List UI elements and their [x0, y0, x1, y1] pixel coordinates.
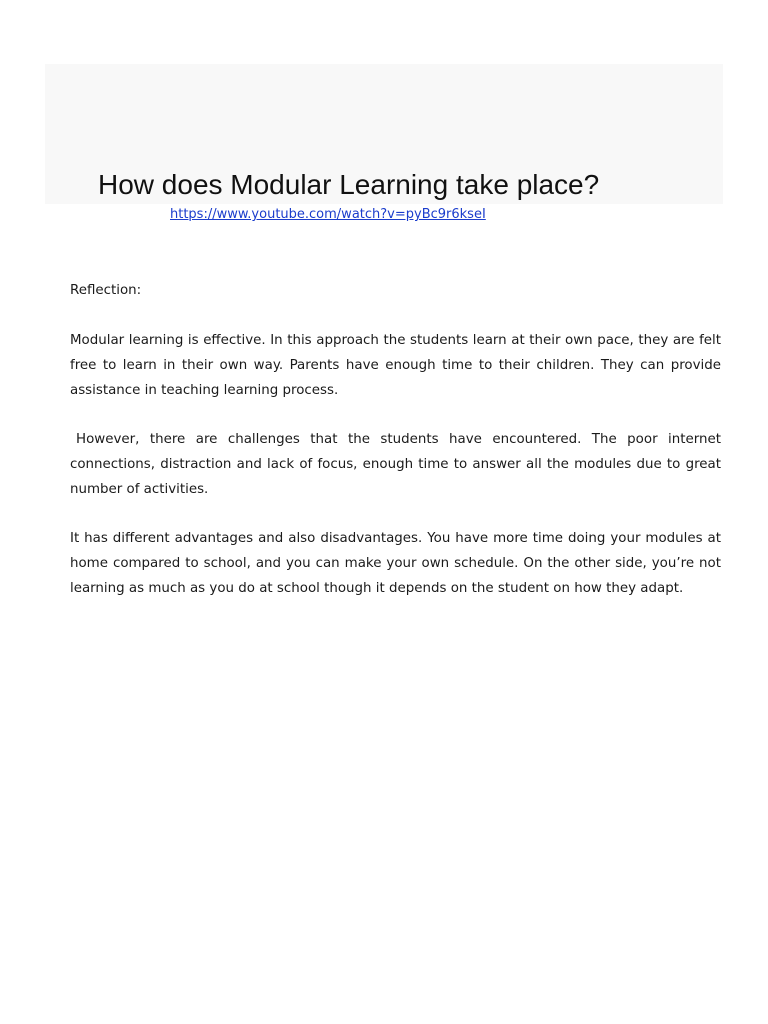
paragraph-challenges: However, there are challenges that the students have encountered. The poor internet connections, distraction and lack of focus, enough time to answer all the modules due to great number of activities.: [70, 432, 721, 497]
video-link[interactable]: https://www.youtube.com/watch?v=pyBc9r6kseI: [170, 207, 486, 222]
page-title: How does Modular Learning take place?: [98, 169, 600, 200]
paragraph-advantages: It has different advantages and also disadvantages. You have more time doing your modules at home compared to school, and you can make your own schedule. On the other side, you’re not learning as much as you do at school though it depends on the student on how they adapt.: [70, 531, 721, 596]
section-label: Reflection:: [70, 283, 142, 298]
paragraph-effectiveness: Modular learning is effective. In this approach the students learn at their own pace, they are felt free to learn in their own way. Parents have enough time to their children. They can provide assistance in teaching learning process.: [70, 333, 721, 398]
